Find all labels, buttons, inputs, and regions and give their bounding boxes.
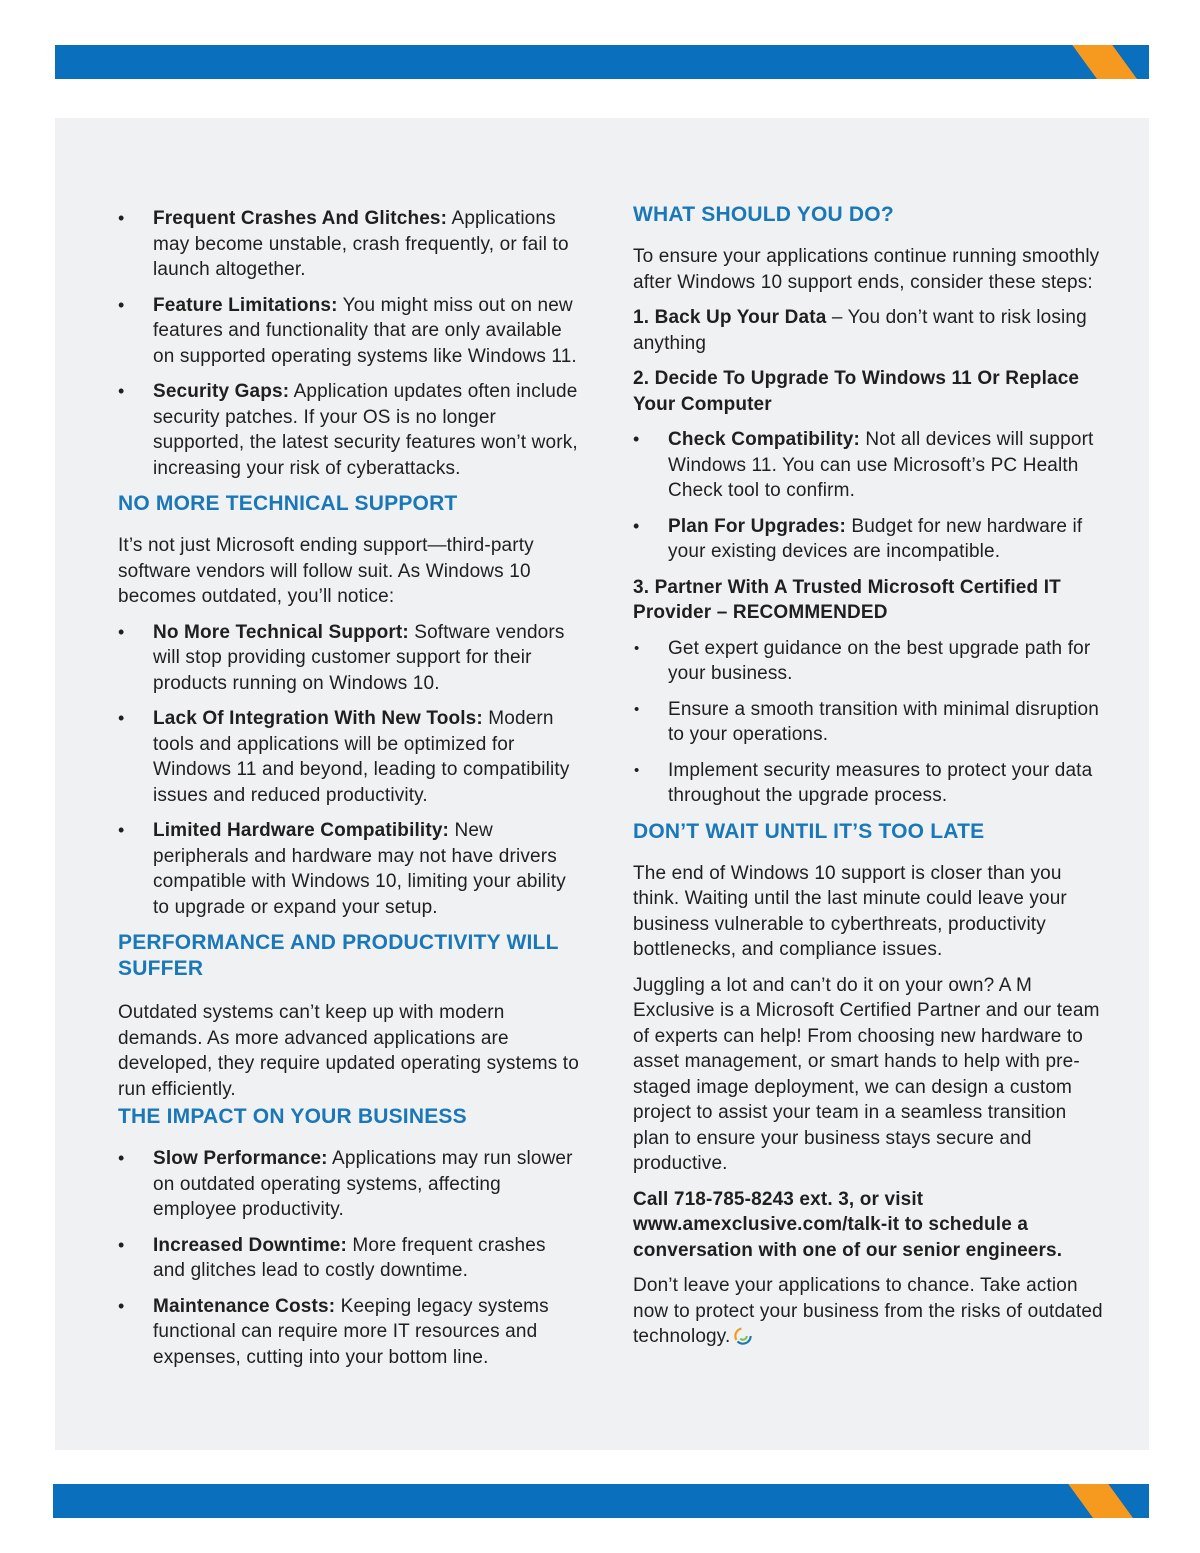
step-1: 1. Back Up Your Data – You don’t want to risk losing anything	[633, 307, 1087, 354]
list-item: • Slow Performance: Applications may run slower on outdated operating systems, affecting employee productivity.	[118, 1146, 583, 1223]
list-item: • Frequent Crashes And Glitches: Applications may become unstable, crash frequently, or fail to launch altogether.	[118, 206, 583, 283]
partner-paragraph: Juggling a lot and can’t do it on your own? A M Exclusive is a Microsoft Certified Partner and our team of experts can help! From choosing new hardware to asset management, or smart hands to help with pre-staged image deployment, we can design a custom project to assist your team in a seamless transition plan to ensure your business stays secure and productive.	[633, 974, 1100, 1174]
list-item: • Check Compatibility: Not all devices will support Windows 11. You can use Microsoft’s PC Health Check tool to confirm.	[633, 427, 1103, 504]
intro-paragraph: To ensure your applications continue running smoothly after Windows 10 support ends, consider these steps:	[633, 246, 1100, 293]
orange-accent-stripe	[1068, 1484, 1133, 1518]
step-2-list	[633, 427, 1103, 565]
section-heading-performance: PERFORMANCE AND PRODUCTIVITY WILL SUFFER	[118, 931, 559, 980]
swirl-logo-icon	[734, 1327, 752, 1345]
list-item: • Increased Downtime: More frequent crashes and glitches lead to costly downtime.	[118, 1233, 583, 1284]
step-3: 3. Partner With A Trusted Microsoft Certified IT Provider – RECOMMENDED	[633, 576, 1061, 623]
list-item: • Plan For Upgrades: Budget for new hardware if your existing devices are incompatible.	[633, 514, 1103, 565]
section-heading-support: NO MORE TECHNICAL SUPPORT	[118, 492, 458, 515]
step-2: 2. Decide To Upgrade To Windows 11 Or Replace Your Computer	[633, 368, 1080, 415]
section-heading-what-to-do: WHAT SHOULD YOU DO?	[633, 203, 894, 226]
issues-list	[118, 206, 583, 481]
section-intro: It’s not just Microsoft ending support—third-party software vendors will follow suit. As Windows 10 becomes outdated, you’ll notice:	[118, 535, 534, 607]
orange-accent-stripe	[1072, 45, 1137, 79]
bottom-footer-band	[53, 1484, 1149, 1518]
content-panel	[55, 118, 1149, 1450]
list-item: • No More Technical Support: Software vendors will stop providing customer support for their products running on Windows 10.	[118, 620, 583, 697]
left-column	[118, 206, 583, 1380]
right-column	[633, 202, 1103, 1360]
impact-list	[118, 1146, 583, 1370]
list-item: • Get expert guidance on the best upgrade path for your business.	[633, 636, 1103, 687]
section-heading-impact: THE IMPACT ON YOUR BUSINESS	[118, 1105, 467, 1128]
list-item: • Lack Of Integration With New Tools: Modern tools and applications will be optimized for Windows 11 and beyond, leading to compatibility issues and reduced productivity.	[118, 706, 583, 808]
support-list	[118, 620, 583, 921]
top-header-band	[55, 45, 1149, 79]
closing-paragraph: Don’t leave your applications to chance. Take action now to protect your business from the risks of outdated technology.	[633, 1275, 1103, 1347]
list-item: • Limited Hardware Compatibility: New peripherals and hardware may not have drivers compatible with Windows 10, limiting your ability to upgrade or expand your setup.	[118, 818, 583, 920]
step-3-list	[633, 636, 1103, 809]
list-item: • Ensure a smooth transition with minimal disruption to your operations.	[633, 697, 1103, 748]
performance-paragraph: Outdated systems can’t keep up with modern demands. As more advanced applications are developed, they require updated operating systems to run efficiently.	[118, 1002, 579, 1100]
list-item: • Maintenance Costs: Keeping legacy systems functional can require more IT resources and expenses, cutting into your bottom line.	[118, 1294, 583, 1371]
list-item: • Security Gaps: Application updates often include security patches. If your OS is no longer supported, the latest security features won’t work, increasing your risk of cyberattacks.	[118, 379, 583, 481]
section-heading-dont-wait: DON’T WAIT UNTIL IT’S TOO LATE	[633, 819, 985, 843]
call-to-action: Call 718-785-8243 ext. 3, or visit www.amexclusive.com/talk-it to schedule a conversation with one of our senior engineers.	[633, 1188, 1063, 1261]
list-item: • Feature Limitations: You might miss out on new features and functionality that are only available on supported operating systems like Windows 11.	[118, 293, 583, 370]
list-item: • Implement security measures to protect your data throughout the upgrade process.	[633, 758, 1103, 809]
urgency-paragraph: The end of Windows 10 support is closer than you think. Waiting until the last minute could leave your business vulnerable to cyberthreats, productivity bottlenecks, and compliance issues.	[633, 862, 1067, 960]
